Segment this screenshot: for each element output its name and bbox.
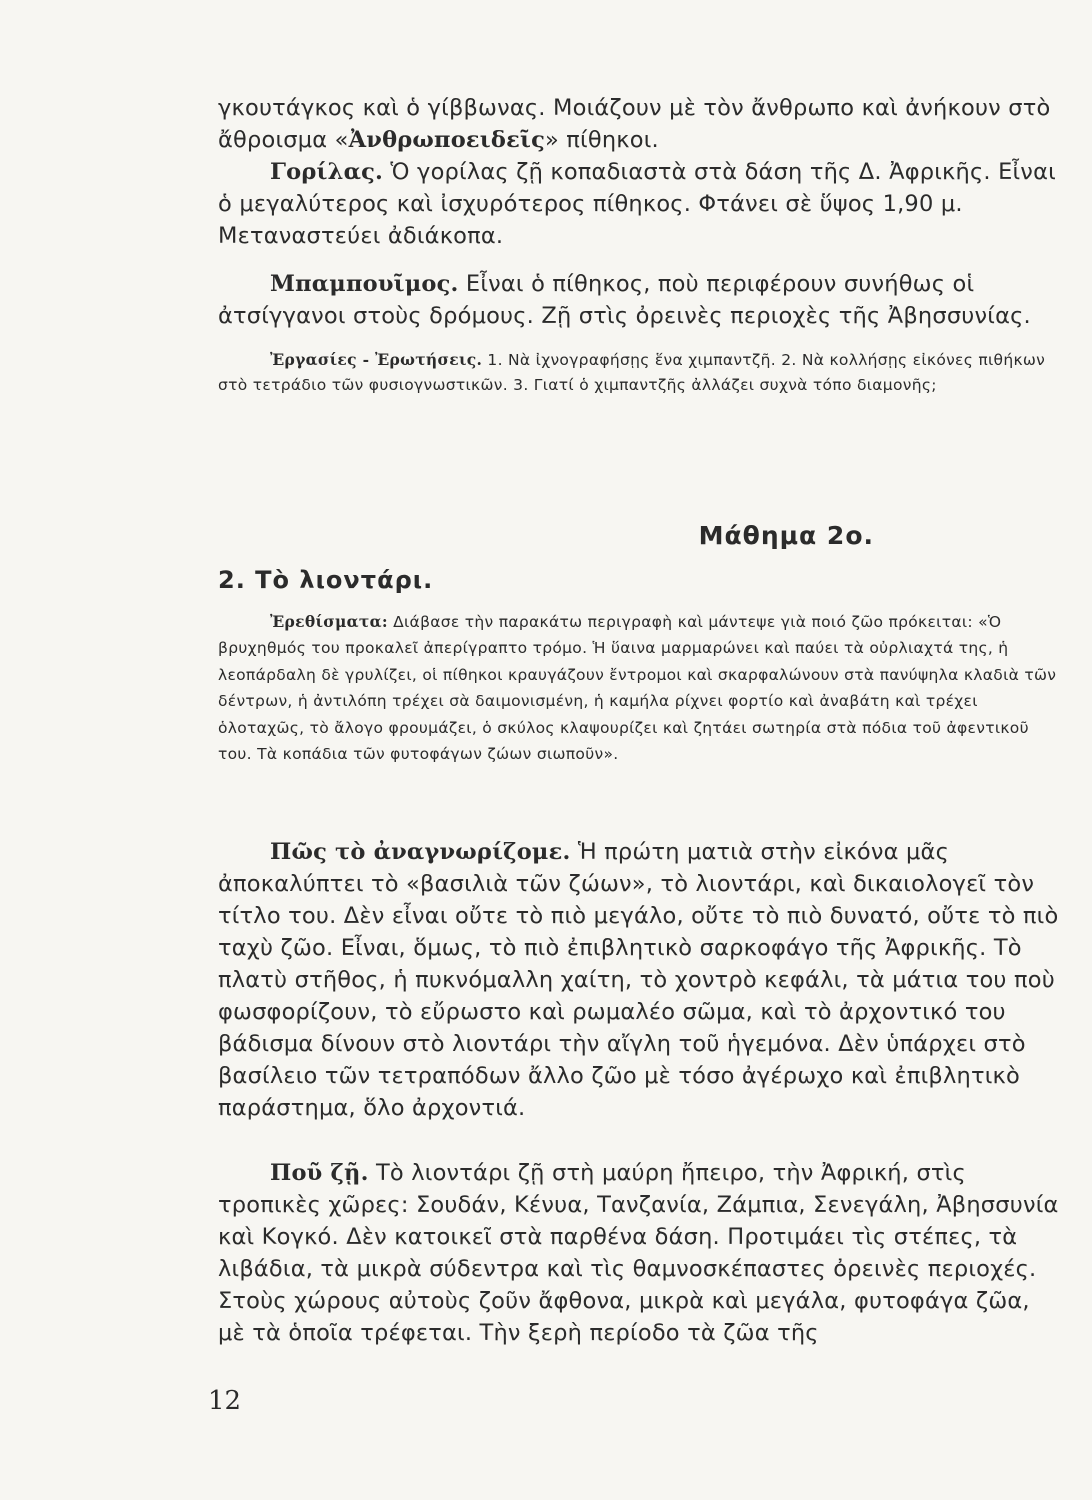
term-stimuli: Ἐρεθίσματα: bbox=[270, 612, 388, 631]
paragraph-text: Ὁ γορίλας ζῇ κοπαδιαστὰ στὰ δάση τῆς Δ. Ἀφρικῆς. Εἶναι ὁ μεγαλύτερος καὶ ἰσχυρότερος πίθηκος. Φτάνει σὲ ὕψος 1,90 μ. Μεταναστεύει ἀδιάκοπα. bbox=[218, 159, 1056, 249]
paragraph-apes-intro bbox=[218, 92, 1063, 156]
section-title: 2. Τὸ λιοντάρι. bbox=[218, 566, 434, 594]
paragraph-recognition bbox=[218, 836, 1063, 1124]
paragraph-text: Διάβασε τὴν παρακάτω περιγραφὴ καὶ μάντεψε γιὰ ποιό ζῶο πρόκειται: «Ὁ βρυχηθμός του προκαλεῖ ἀπερίγραπτο τρόμο. Ἡ ὕαινα μαρμαρώνει καὶ παύει τὰ οὐρλιαχτά της, ἡ λεοπάρδαλη δὲ γρυλίζει, οἱ πίθηκοι κραυγάζουν ἔντρομοι καὶ σκαρφαλώνουν στὰ πανύψηλα κλαδιὰ τῶν δέντρων, ἡ ἀντιλόπη τρέχει σὰ δαιμονισμένη, ἡ καμήλα ρίχνει φορτίο καὶ ἀναβάτη καὶ τρέχει ὁλοταχῶς, τὸ ἄλογο φρουμάζει, ὁ σκύλος κλαψουρίζει καὶ ζητάει σωτηρία στὰ πόδια τοῦ ἀφεντικοῦ του. Τὰ κοπάδια τῶν φυτοφάγων ζώων σιωποῦν». bbox=[218, 613, 1057, 764]
paragraph-text: 1. Νὰ ἰχνογραφήσῃς ἕνα χιμπαντζῆ. 2. Νὰ κολλήσῃς εἰκόνες πιθήκων στὸ τετράδιο τῶν φυσιογνωστικῶν. 3. Γιατί ὁ χιμπαντζῆς ἀλλάζει συχνὰ τόπο διαμονῆς; bbox=[218, 351, 1046, 394]
term-recognition: Πῶς τὸ ἀναγνωρίζομε. bbox=[270, 839, 571, 865]
paragraph-text: γκουτάγκος καὶ ὁ γίββωνας. Μοιάζουν μὲ τὸν ἄνθρωπο καὶ ἀνήκουν στὸ ἄθροισμα « bbox=[218, 95, 1051, 153]
paragraph-stimuli bbox=[218, 609, 1063, 767]
paragraph-habitat bbox=[218, 1157, 1063, 1349]
term-anthropoids: Ἀνθρωποειδεῖς bbox=[348, 127, 545, 153]
page-number: 12 bbox=[208, 1386, 242, 1416]
paragraph-text-tail: » πίθηκοι. bbox=[544, 127, 659, 153]
paragraph-text: Εἶναι ὁ πίθηκος, ποὺ περιφέρουν συνήθως οἱ ἀτσίγγανοι στοὺς δρόμους. Ζῇ στὶς ὀρεινὲς περιοχὲς τῆς Ἀβησσυνίας. bbox=[218, 271, 1031, 329]
term-exercises: Ἐργασίες - Ἐρωτήσεις. bbox=[270, 350, 483, 369]
paragraph-text: Τὸ λιοντάρι ζῇ στὴ μαύρη ἤπειρο, τὴν Ἀφρική, στὶς τροπικὲς χῶρες: Σουδάν, Κένυα, Τανζανία, Ζάμπια, Σενεγάλη, Ἀβησσυνία καὶ Κογκό. Δὲν κατοικεῖ στὰ παρθένα δάση. Προτιμάει τὶς στέπες, τὰ λιβάδια, τὰ μικρὰ σύδεντρα καὶ τὶς θαμνοσκέπαστες ὀρεινὲς περιοχές. Στοὺς χώρους αὐτοὺς ζοῦν ἄφθονα, μικρὰ καὶ μεγάλα, φυτοφάγα ζῶα, μὲ τὰ ὁποῖα τρέφεται. Τὴν ξερὴ περίοδο τὰ ζῶα τῆς bbox=[218, 1160, 1059, 1346]
paragraph-gorilla bbox=[218, 156, 1063, 252]
term-habitat: Ποῦ ζῇ. bbox=[270, 1160, 369, 1186]
paragraph-text: Ἡ πρώτη ματιὰ στὴν εἰκόνα μᾶς ἀποκαλύπτει τὸ «βασιλιὰ τῶν ζώων», τὸ λιοντάρι, καὶ δικαιολογεῖ τὸν τίτλο του. Δὲν εἶναι οὔτε τὸ πιὸ μεγάλο, οὔτε τὸ πιὸ δυνατό, οὔτε τὸ πιὸ ταχὺ ζῶο. Εἶναι, ὅμως, τὸ πιὸ ἐπιβλητικὸ σαρκοφάγο τῆς Ἀφρικῆς. Τὸ πλατὺ στῆθος, ἡ πυκνόμαλλη χαίτη, τὸ χοντρὸ κεφάλι, τὰ μάτια του ποὺ φωσφορίζουν, τὸ εὔρωστο καὶ ρωμαλέο σῶμα, καὶ τὸ ἀρχοντικό του βάδισμα δίνουν στὸ λιοντάρι τὴν αἴγλη τοῦ ἡγεμόνα. Δὲν ὑπάρχει στὸ βασίλειο τῶν τετραπόδων ἄλλο ζῶο μὲ τόσο ἀγέρωχο καὶ ἐπιβλητικὸ παράστημα, ὅλο ἀρχοντιά. bbox=[218, 839, 1059, 1121]
paragraph-exercises bbox=[218, 347, 1063, 398]
term-gorilla: Γορίλας. bbox=[270, 159, 384, 185]
paragraph-baboon bbox=[218, 268, 1063, 332]
term-baboon: Μπαμπουῖμος. bbox=[270, 271, 459, 297]
lesson-heading: Μάθημα 2ο. bbox=[698, 521, 874, 550]
